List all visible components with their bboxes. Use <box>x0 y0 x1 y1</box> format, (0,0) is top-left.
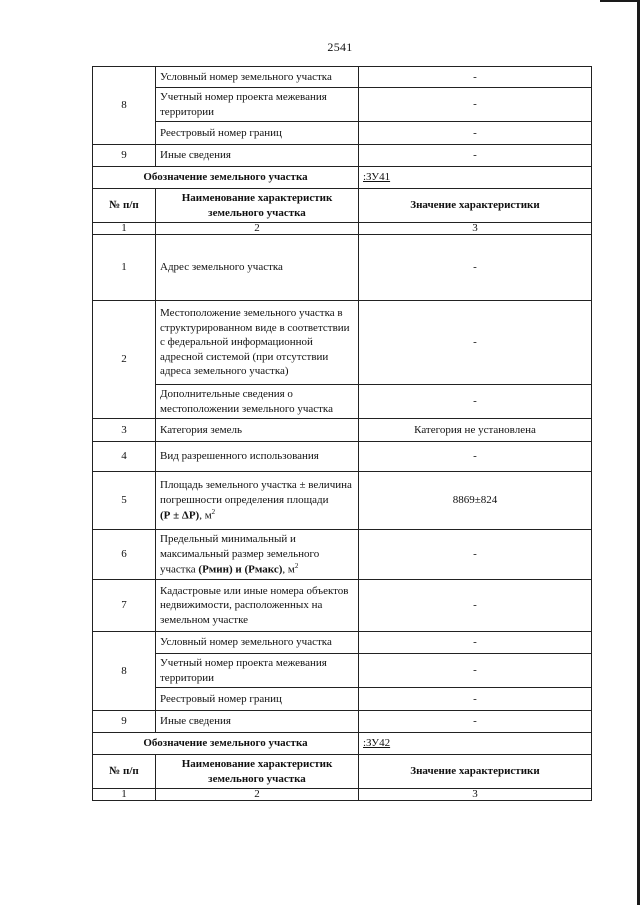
row-label: Местоположение земельного участка в структурированном виде в соответствии с федеральной информационной адресной системой (при отсутствии адреса земельного участка) <box>156 301 359 385</box>
section-code: :ЗУ42 <box>359 733 592 755</box>
column-number: 1 <box>93 223 156 235</box>
column-number-row <box>93 789 592 801</box>
row-value: - <box>359 122 592 145</box>
row-label: Учетный номер проекта межевания территории <box>156 88 359 122</box>
page-number: 2541 <box>327 40 353 54</box>
row-number: 2 <box>93 301 156 419</box>
column-number: 3 <box>359 223 592 235</box>
row-number: 8 <box>93 632 156 711</box>
row-value: - <box>359 711 592 733</box>
table-row <box>93 235 592 301</box>
section-title: Обозначение земельного участка <box>93 167 359 189</box>
row-value: 8869±824 <box>359 472 592 530</box>
row-number: 4 <box>93 442 156 472</box>
scan-edge-top <box>600 0 640 2</box>
row-value: Категория не установлена <box>359 419 592 442</box>
section-title-row <box>93 733 592 755</box>
row-number: 3 <box>93 419 156 442</box>
row-value: - <box>359 88 592 122</box>
row-label: Категория земель <box>156 419 359 442</box>
row-number: 7 <box>93 580 156 632</box>
header-row <box>93 755 592 789</box>
header-value: Значение характеристики <box>359 755 592 789</box>
min-size-label: (Рмин) <box>198 563 233 576</box>
row-value: - <box>359 654 592 688</box>
land-plot-table <box>92 66 592 801</box>
row-label-text: Предельный минимальный и максимальный размер земельного участка <box>160 533 320 576</box>
table-row <box>93 385 592 419</box>
row-number: 9 <box>93 711 156 733</box>
row-label: Иные сведения <box>156 711 359 733</box>
table-row <box>93 145 592 167</box>
row-label: Вид разрешенного использования <box>156 442 359 472</box>
area-formula: (Р ± ΔР) <box>160 509 200 522</box>
table-row <box>93 442 592 472</box>
row-label: Площадь земельного участка ± величина погрешности определения площади (Р ± ΔР), $м^2$ <box>156 472 359 530</box>
table-row <box>93 632 592 654</box>
row-value: - <box>359 530 592 580</box>
row-value: - <box>359 632 592 654</box>
row-label: Учетный номер проекта межевания территории <box>156 654 359 688</box>
row-number: 5 <box>93 472 156 530</box>
row-number: 1 <box>93 235 156 301</box>
and-label: и <box>232 563 245 576</box>
table-row <box>93 530 592 580</box>
header-num: № п/п <box>93 755 156 789</box>
table-row <box>93 122 592 145</box>
row-value: - <box>359 301 592 385</box>
row-value: - <box>359 580 592 632</box>
section-title: Обозначение земельного участка <box>93 733 359 755</box>
section-code: :ЗУ41 <box>359 167 592 189</box>
header-num: № п/п <box>93 189 156 223</box>
table-row <box>93 472 592 530</box>
row-label: Предельный минимальный и максимальный размер земельного участка (Рмин) и (Рмакс), $м^2$ <box>156 530 359 580</box>
row-value: - <box>359 688 592 711</box>
row-label: Условный номер земельного участка <box>156 632 359 654</box>
table-row <box>93 67 592 88</box>
column-number: 1 <box>93 789 156 801</box>
row-value: - <box>359 385 592 419</box>
column-number: 2 <box>156 223 359 235</box>
header-name: Наименование характеристик земельного участка <box>156 189 359 223</box>
section-title-row <box>93 167 592 189</box>
column-number-row <box>93 223 592 235</box>
row-number: 6 <box>93 530 156 580</box>
row-value: - <box>359 235 592 301</box>
row-number: 8 <box>93 67 156 145</box>
column-number: 3 <box>359 789 592 801</box>
row-label: Условный номер земельного участка <box>156 67 359 88</box>
header-name: Наименование характеристик земельного участка <box>156 755 359 789</box>
row-label: Дополнительные сведения о местоположении земельного участка <box>156 385 359 419</box>
table-row <box>93 301 592 385</box>
row-label: Иные сведения <box>156 145 359 167</box>
row-value: - <box>359 67 592 88</box>
row-label-text: Площадь земельного участка ± величина погрешности определения площади <box>160 479 352 506</box>
table-row <box>93 711 592 733</box>
table-row <box>93 419 592 442</box>
row-label: Реестровый номер границ <box>156 122 359 145</box>
header-value: Значение характеристики <box>359 189 592 223</box>
table-row <box>93 580 592 632</box>
size-unit: , м <box>282 563 295 576</box>
row-label: Кадастровые или иные номера объектов недвижимости, расположенных на земельном участке <box>156 580 359 632</box>
table-row <box>93 88 592 122</box>
header-row <box>93 189 592 223</box>
table-row <box>93 688 592 711</box>
area-unit: , м <box>199 509 212 522</box>
max-size-label: (Рмакс) <box>244 563 283 576</box>
row-number: 9 <box>93 145 156 167</box>
table-row <box>93 654 592 688</box>
row-value: - <box>359 442 592 472</box>
row-label: Адрес земельного участка <box>156 235 359 301</box>
row-value: - <box>359 145 592 167</box>
column-number: 2 <box>156 789 359 801</box>
row-label: Реестровый номер границ <box>156 688 359 711</box>
